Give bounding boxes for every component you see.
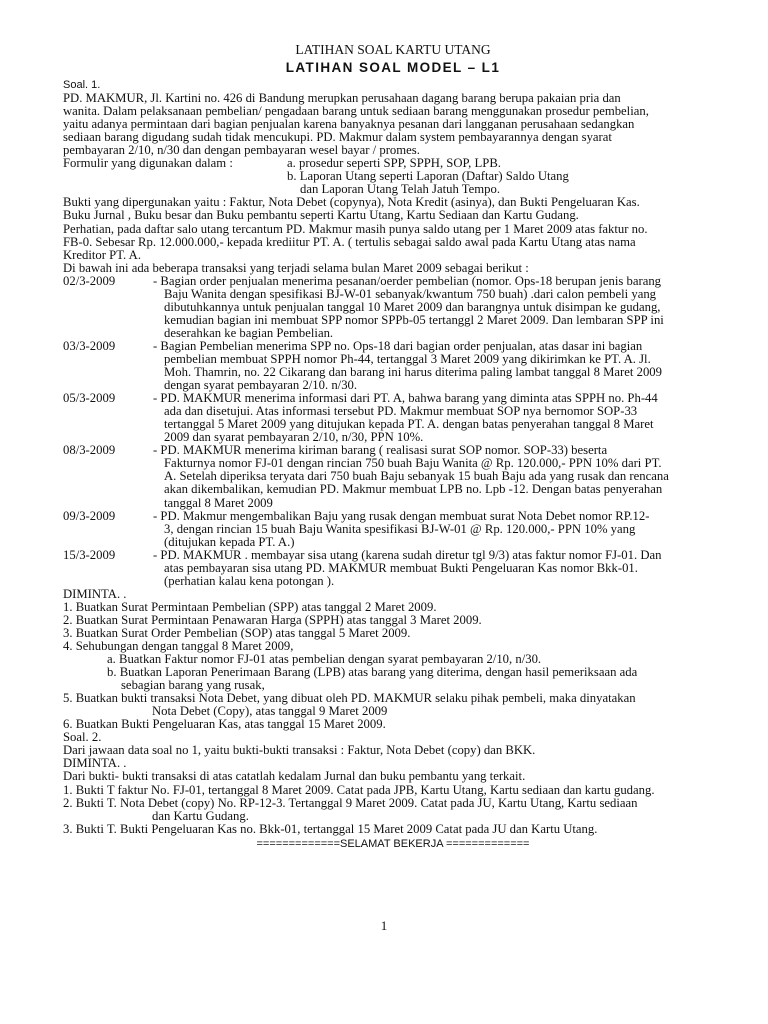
diminta-heading: DIMINTA. . (63, 586, 127, 601)
transaction-line: tertanggal 5 Maret 2009 yang ditujukan kepada PT. A. dengan batas penyerahan tanggal 8 Maret (164, 417, 654, 432)
transaction-line: - PD. Makmur mengembalikan Baju yang rusak dengan membuat surat Nota Debet nomor RP.12- (153, 508, 650, 523)
list-subitem: a. Buatkan Faktur nomor FJ-01 atas pembelian dengan syarat pembayaran 2/10, n/30. (107, 652, 542, 667)
list-item: 4. Sehubungan dengan tanggal 8 Maret 2009, (63, 639, 294, 654)
transaction-line: dibutuhkannya untuk penjualan tanggal 10 Maret 2009 dan barangnya untuk disimpan ke gudang, (164, 299, 661, 314)
paragraph-line: Perhatian, pada daftar salo utang tercantum PD. Makmur masih punya saldo utang per 1 Maret 2009 atas faktur no. (63, 221, 648, 236)
formulir-label: Formulir yang digunakan dalam : (63, 156, 233, 171)
paragraph-line: yaitu adanya permintaan dari bagian penjualan karena banyaknya pesanan dari langganan perusahaan sedangkan (63, 117, 635, 132)
transaction-line: pembelian membuat SPPH nomor Ph-44, tertanggal 3 Maret 2009 yang dikirimkan ke PT. A. Jl. (164, 351, 651, 366)
list-subitem: b. Buatkan Laporan Penerimaan Barang (LPB) atas barang yang diterima, dengan hasil pemeriksaan ada (107, 665, 638, 680)
transaction-line: Baju Wanita dengan spesifikasi BJ-W-01 sebanyak/kwantum 750 buah) .dari calon pembeli yang (164, 286, 657, 301)
list-item: 2. Bukti T. Nota Debet (copy) No. RP-12-3. Tertanggal 9 Maret 2009. Catat pada JU, Kartu Utang, Kartu sediaan (63, 795, 638, 810)
page-number: 1 (380, 918, 388, 933)
transaction-line: Fakturnya nomor FJ-01 dengan rincian 750 buah Baju Wanita @ Rp. 120.000,- PPN 10% dari PT. (164, 456, 662, 471)
list-item-cont: dan Kartu Gudang. (152, 808, 249, 823)
transaction-entry (63, 275, 723, 340)
paragraph-line: sediaan barang digudang sudah tidak mencukupi. PD. Makmur dalam system pembayarannya dengan syarat (63, 130, 612, 145)
transaction-date: 08/3-2009 (63, 443, 116, 458)
transaction-line: atas pembayaran sisa utang PD. MAKMUR membuat Bukti Pengeluaran Kas nomor Bkk-01. (164, 560, 638, 575)
paragraph-line: PD. MAKMUR, Jl. Kartini no. 426 di Bandung merupkan perusahaan dagang barang berupa pakaian pria dan (63, 91, 621, 106)
transaction-line: tanggal 8 Maret 2009 (164, 495, 273, 510)
document-title: LATIHAN SOAL KARTU UTANG (295, 42, 491, 57)
transaction-description (153, 275, 723, 340)
transaction-line: - PD. MAKMUR . membayar sisa utang (karena sudah diretur tgl 9/3) atas faktur nomor FJ-01. Dan (153, 547, 662, 562)
soal2-intro: Dari jawaan data soal no 1, yaitu bukti-bukti transaksi : Faktur, Nota Debet (copy) dan BKK. (63, 743, 536, 758)
list-item: 5. Buatkan bukti transaksi Nota Debet, yang dibuat oleh PD. MAKMUR selaku pihak pembeli, maka dinyatakan (63, 691, 636, 706)
transaction-description (153, 392, 723, 444)
soal2-diminta-heading: DIMINTA. . (63, 756, 127, 771)
soal2-diminta-intro: Dari bukti- bukti transaksi di atas catatlah kedalam Jurnal dan buku pembantu yang terkait. (63, 769, 526, 784)
transaction-date: 15/3-2009 (63, 547, 116, 562)
formulir-item-a: a. prosedur seperti SPP, SPPH, SOP, LPB. (287, 156, 501, 171)
document-page (63, 42, 723, 851)
transaction-description (153, 340, 723, 392)
transaction-line: 2009 dan syarat pembayaran 2/10, n/30, PPN 10%. (164, 430, 424, 445)
transaction-line: (perhatian kalau kena potongan ). (164, 573, 335, 588)
transaction-line: (ditujukan kepada PT. A.) (164, 534, 295, 549)
transaction-line: 3, dengan rincian 15 buah Baju Wanita spesifikasi BJ-W-01 @ Rp. 120.000,- PPN 10% yang (164, 521, 636, 536)
formulir-item-b-cont: dan Laporan Utang Telah Jatuh Tempo. (300, 182, 500, 197)
document-subtitle: LATIHAN SOAL MODEL – L1 (285, 60, 501, 75)
paragraph-line: FB-0. Sebesar Rp. 12.000.000,- kepada krediitur PT. A. ( tertulis sebagai saldo awal pada Kartu Utang atas nama (63, 234, 636, 249)
soal2-heading: Soal. 2. (63, 730, 102, 745)
soal1-intro (63, 92, 723, 157)
list-item: 2. Buatkan Surat Permintaan Penawaran Harga (SPPH) atas tanggal 3 Maret 2009. (63, 612, 482, 627)
transaction-entry (63, 549, 723, 588)
transaction-line: Moh. Thamrin, no. 22 Cikarang dan barang ini harus diterima paling lambat tanggal 8 Maret 2009 (164, 365, 662, 380)
diminta-list (63, 601, 723, 731)
transaction-description (153, 510, 723, 549)
list-item: 1. Buatkan Surat Permintaan Pembelian (SPP) atas tanggal 2 Maret 2009. (63, 599, 437, 614)
transaction-line: - Bagian order penjualan menerima pesanan/oerder pembelian (nomor. Ops-18 berupan jenis barang (153, 273, 662, 288)
paragraph-line: Buku Jurnal , Buku besar dan Buku pembantu seperti Kartu Utang, Kartu Sediaan dan Kartu Gudang. (63, 208, 579, 223)
list-item: 3. Buatkan Surat Order Pembelian (SOP) atas tanggal 5 Maret 2009. (63, 625, 411, 640)
transaction-line: A. Setelah diperiksa teryata dari 750 buah Baju sebanyak 15 buah Baju ada yang rusak dan rencana (164, 469, 669, 484)
list-subitem-cont: sebagian barang yang rusak, (121, 678, 265, 693)
transaction-line: - PD. MAKMUR menerima kiriman barang ( realisasi surat SOP nomor. SOP-33) beserta (153, 443, 608, 458)
soal1-heading: Soal. 1. (63, 79, 101, 91)
transaction-date: 02/3-2009 (63, 273, 116, 288)
transaction-date: 03/3-2009 (63, 338, 116, 353)
transaction-line: kemudian bagian ini membuat SPP nomor SPPb-05 tertanggl 2 Maret 2009. Dan lembaran SPP ini (164, 312, 664, 327)
transaction-line: akan dikembalikan, kemudian PD. Makmur membuat LPB no. Lpb -12. Dengan batas penyerahan (164, 482, 663, 497)
paragraph-line: pembayaran 2/10, n/30 dan dengan pembayaran wesel bayar / promes. (63, 143, 420, 158)
transaction-line: ada dan disetujui. Atas informasi tersebut PD. Makmur membuat SOP nya bernomor SOP-33 (164, 404, 638, 419)
transaction-list (63, 275, 723, 588)
formulir-item-b: b. Laporan Utang seperti Laporan (Daftar) Saldo Utang (287, 169, 569, 184)
transaction-line: - PD. MAKMUR menerima informasi dari PT. A, bahwa barang yang diminta atas SPPH no. Ph-44 (153, 391, 658, 406)
soal1-bukti (63, 196, 723, 274)
list-item: 1. Bukti T faktur No. FJ-01, tertanggal 8 Maret 2009. Catat pada JPB, Kartu Utang, Kartu sediaan dan kartu gudang. (63, 782, 655, 797)
paragraph-line: Kreditor PT. A. (63, 247, 141, 262)
transaction-entry (63, 392, 723, 444)
transaction-date: 05/3-2009 (63, 391, 116, 406)
list-item: 3. Bukti T. Bukti Pengeluaran Kas no. Bkk-01, tertanggal 15 Maret 2009 Catat pada JU dan Kartu Utang. (63, 821, 598, 836)
transaction-entry (63, 340, 723, 392)
list-item: 6. Buatkan Bukti Pengeluaran Kas, atas tanggal 15 Maret 2009. (63, 717, 386, 732)
transaction-date: 09/3-2009 (63, 508, 116, 523)
transaction-description (153, 444, 723, 509)
transaction-entry (63, 510, 723, 549)
list-item-cont: Nota Debet (Copy), atas tanggal 9 Maret 2009 (152, 704, 388, 719)
transaction-description (153, 549, 723, 588)
transaction-line: dengan syarat pembayaran 2/10. n/30. (164, 378, 358, 393)
closing-banner: =============SELAMAT BEKERJA ============= (256, 837, 530, 850)
transaction-line: - Bagian Pembelian menerima SPP no. Ops-18 dari bagian order penjualan, atas dasar ini bagian (153, 338, 643, 353)
transaction-line: deserahkan ke bagian Pembelian. (164, 325, 334, 340)
paragraph-line: wanita. Dalam pelaksanaan pembelian/ pengadaan barang untuk sediaan barang menggunakan prosedur pembelian, (63, 104, 649, 119)
paragraph-line: Di bawah ini ada beberapa transaksi yang terjadi selama bulan Maret 2009 sebagai berikut : (63, 260, 529, 275)
paragraph-line: Bukti yang dipergunakan yaitu : Faktur, Nota Debet (copynya), Nota Kredit (asinya), dan Bukti Pengeluaran Kas. (63, 195, 640, 210)
transaction-entry (63, 444, 723, 509)
